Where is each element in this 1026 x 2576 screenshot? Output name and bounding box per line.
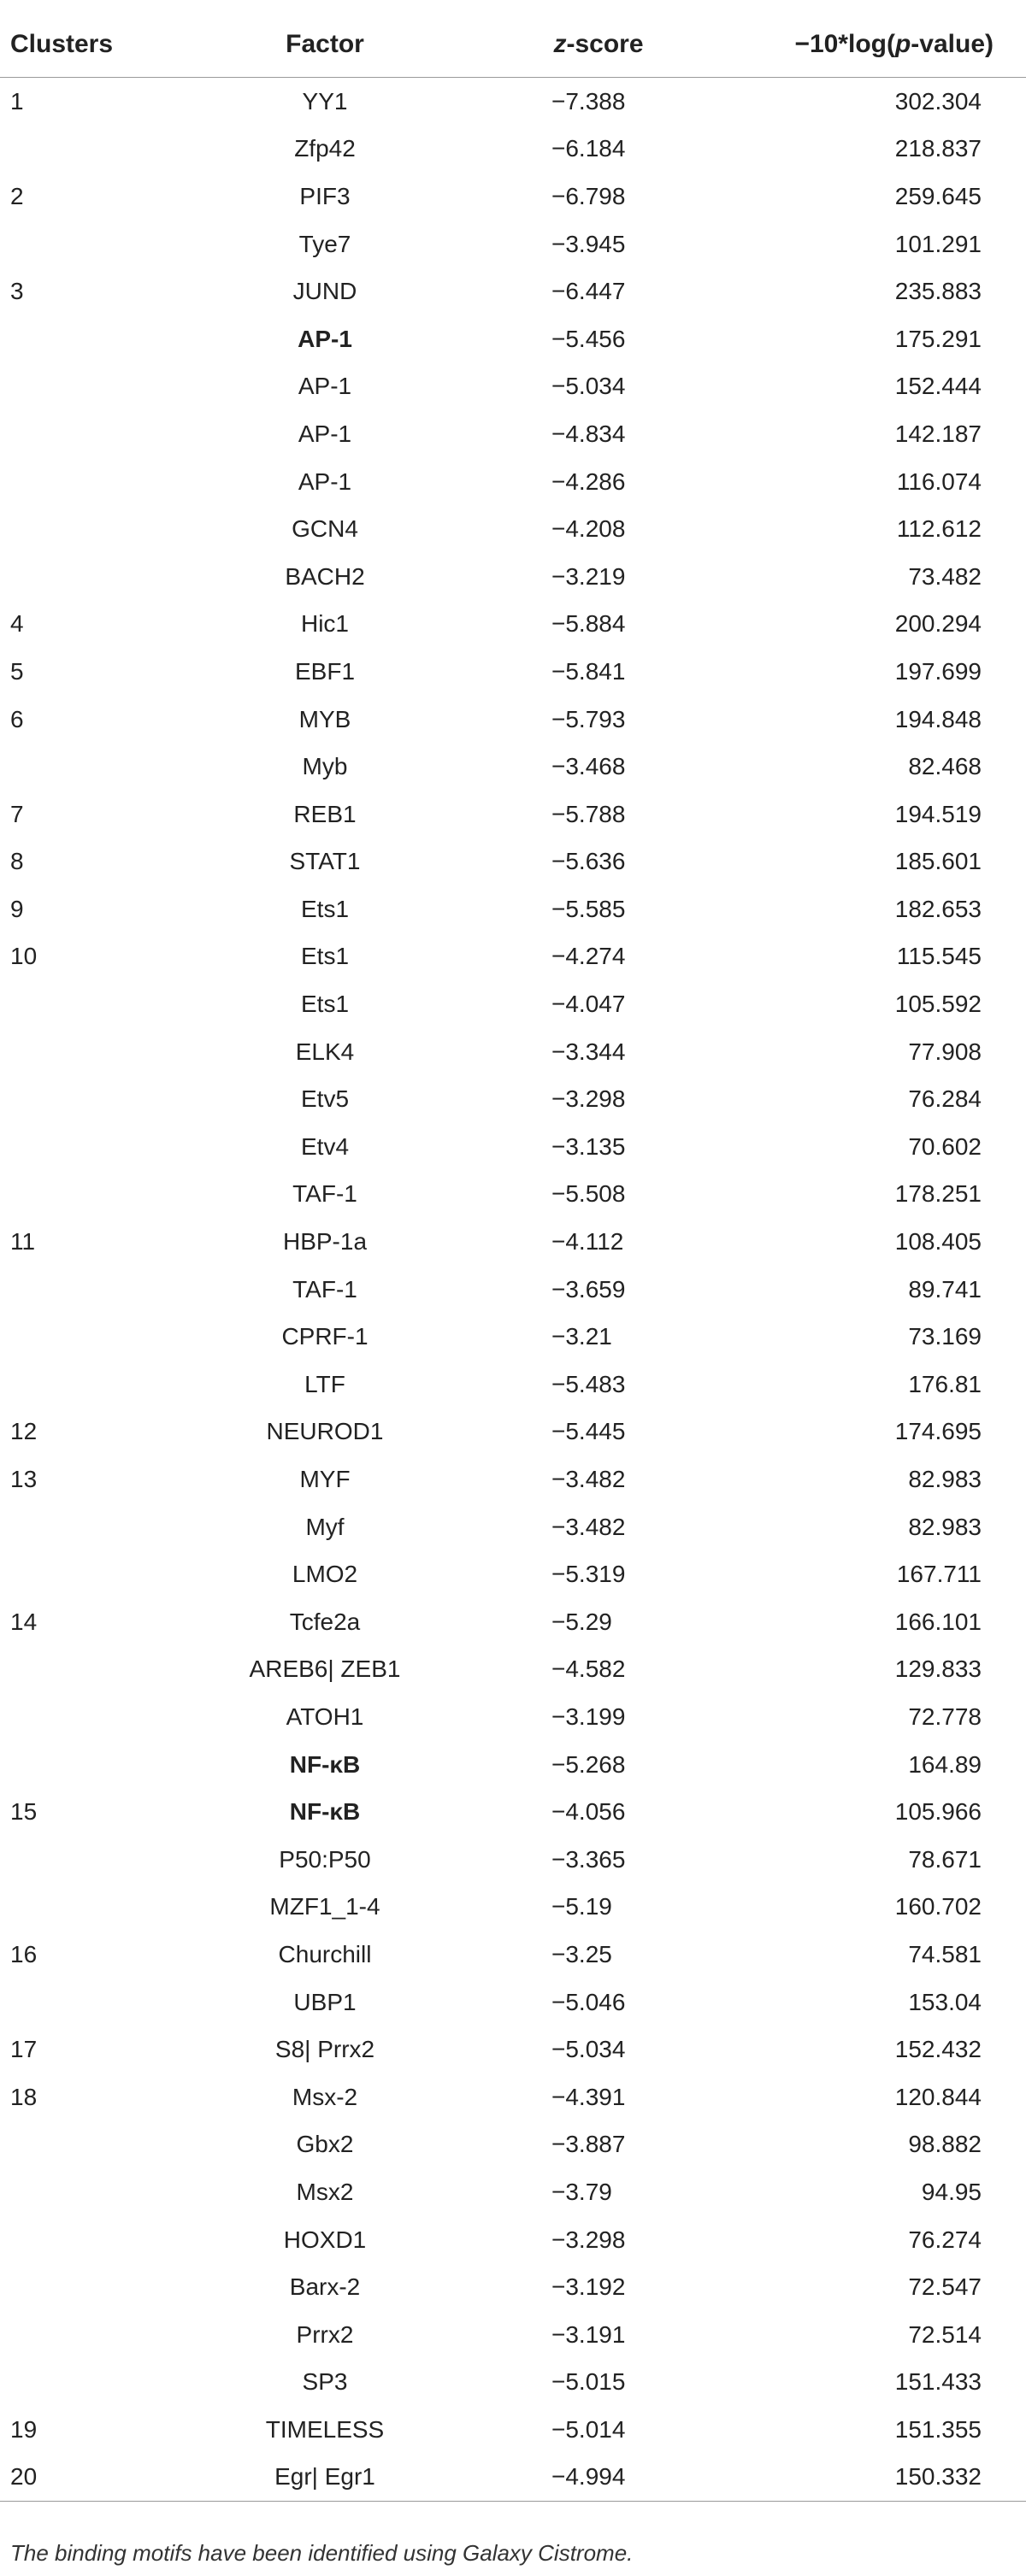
table-row [0, 1123, 1026, 1171]
table-row [0, 791, 1026, 838]
z-score-cell: −5.483 [551, 1370, 626, 1397]
p-value-cell: 94.95 [921, 2178, 982, 2205]
factor-cell: S8| Prrx2 [274, 2036, 375, 2063]
table-row [0, 2216, 1026, 2264]
z-score-cell: −3.135 [551, 1132, 626, 1160]
factor-cell: AP-1 [298, 468, 352, 495]
table-row [0, 885, 1026, 933]
factor-cell: ATOH1 [286, 1703, 364, 1730]
p-value-cell: 76.274 [908, 2226, 982, 2253]
cluster-cell [0, 1979, 171, 2026]
header-p-prefix: −10*log( [794, 30, 895, 58]
p-value-cell: 101.291 [894, 230, 982, 257]
table-row [0, 1598, 1026, 1646]
cluster-cell: 18 [10, 2083, 38, 2110]
table-row [0, 1266, 1026, 1314]
header-z-rest: -score [566, 30, 644, 58]
factor-cell: Prrx2 [296, 2320, 354, 2348]
factor-cell: MYF [299, 1466, 351, 1493]
table-row [0, 126, 1026, 173]
table-row [0, 1741, 1026, 1789]
cluster-cell [0, 1836, 171, 1884]
p-value-cell: 108.405 [894, 1228, 982, 1256]
table-row [0, 2311, 1026, 2359]
table-row [0, 1979, 1026, 2026]
factor-cell: CPRF-1 [281, 1323, 369, 1350]
p-value-cell: 116.074 [896, 468, 982, 495]
cluster-cell [0, 1123, 171, 1171]
factor-cell: NEUROD1 [266, 1418, 384, 1445]
factor-cell: AREB6| ZEB1 [249, 1656, 401, 1683]
p-value-cell: 152.444 [894, 373, 982, 400]
z-score-cell: −5.319 [551, 1561, 626, 1588]
table-row [0, 505, 1026, 553]
factor-cell: Ets1 [300, 943, 350, 970]
table-row [0, 980, 1026, 1028]
p-value-cell: 142.187 [894, 420, 982, 447]
factor-cell: Tcfe2a [289, 1608, 361, 1635]
table-row [0, 933, 1026, 981]
cluster-cell [0, 553, 171, 601]
table-row [0, 1075, 1026, 1123]
p-value-cell: 78.671 [908, 1845, 982, 1873]
factor-cell: MZF1_1-4 [269, 1893, 380, 1920]
z-score-cell: −5.034 [551, 2036, 626, 2063]
factor-cell: Egr| Egr1 [171, 2454, 479, 2502]
cluster-cell [0, 1361, 171, 1409]
z-score-cell: −5.445 [551, 1418, 626, 1445]
z-score-cell: −6.798 [551, 182, 626, 209]
cluster-cell [0, 1741, 171, 1789]
table-row [0, 458, 1026, 506]
z-score-cell: −3.344 [551, 1038, 626, 1065]
header-z-score [479, 12, 684, 78]
z-score-cell: −5.788 [551, 800, 626, 827]
z-score-cell: −4.112 [551, 1228, 624, 1256]
cluster-cell [0, 410, 171, 458]
p-value-cell: 112.612 [896, 515, 982, 543]
z-score-cell: −4.208 [551, 515, 626, 543]
p-value-cell: 197.699 [894, 657, 982, 685]
cluster-cell: 17 [10, 2036, 38, 2063]
z-score-cell: −4.274 [551, 943, 626, 970]
p-value-cell: 175.291 [894, 325, 982, 352]
factor-cell: Hic1 [300, 610, 349, 638]
p-value-cell: 82.983 [908, 1513, 982, 1540]
p-value-cell: 302.304 [894, 87, 982, 115]
p-value-cell: 152.432 [894, 2036, 982, 2063]
z-score-cell: −3.365 [551, 1845, 626, 1873]
cluster-cell [0, 980, 171, 1028]
table-row [0, 2073, 1026, 2121]
z-score-cell: −5.268 [551, 1750, 626, 1778]
factor-cell: LMO2 [292, 1561, 358, 1588]
z-score-cell: −5.585 [551, 895, 626, 922]
table-row [0, 2168, 1026, 2216]
table-row [0, 1788, 1026, 1836]
cluster-cell: 5 [10, 657, 24, 685]
cluster-cell: 6 [10, 705, 24, 732]
table-row [0, 2121, 1026, 2169]
factor-cell: EBF1 [294, 657, 356, 685]
table-row [0, 1218, 1026, 1266]
z-score-cell: −3.298 [551, 1085, 626, 1113]
factor-cell: JUND [292, 278, 357, 305]
table-footnote: The binding motifs have been identified using Galaxy Cistrome. [10, 2540, 634, 2566]
z-score-cell: −3.21 [551, 1323, 612, 1350]
p-value-cell: 167.711 [896, 1561, 982, 1588]
z-score-cell: −4.056 [551, 1798, 626, 1826]
factor-cell: TIMELESS [265, 2415, 385, 2443]
table-row [0, 696, 1026, 744]
cluster-cell: 20 [0, 2454, 171, 2502]
table-row [0, 1409, 1026, 1456]
z-score-cell: −3.199 [551, 1703, 626, 1730]
factor-cell: NF-κB [289, 1798, 361, 1826]
cluster-cell [0, 221, 171, 268]
p-value-cell: 89.741 [908, 1275, 982, 1303]
p-value-cell: 200.294 [894, 610, 982, 638]
table-row [0, 315, 1026, 363]
p-value-cell: 218.837 [894, 135, 982, 162]
factor-cell: HBP-1a [282, 1228, 368, 1256]
table-row [0, 1550, 1026, 1598]
z-score-cell: −4.391 [551, 2083, 626, 2110]
p-value-cell: 166.101 [894, 1608, 982, 1635]
cluster-cell [0, 1693, 171, 1741]
cluster-cell: 13 [10, 1466, 38, 1493]
z-score-cell: −5.508 [551, 1180, 626, 1208]
cluster-cell [0, 126, 171, 173]
header-factor: Factor [171, 12, 479, 78]
table-row [0, 2454, 1026, 2502]
cluster-cell [0, 1075, 171, 1123]
table-row [0, 1171, 1026, 1219]
z-score-cell: −3.887 [551, 2131, 626, 2158]
table-row [0, 743, 1026, 791]
z-score-cell: −5.19 [551, 1893, 612, 1920]
p-value-cell: 105.966 [894, 1798, 982, 1826]
table-row [0, 838, 1026, 886]
z-score-cell: −4.286 [551, 468, 626, 495]
cluster-cell: 7 [10, 800, 24, 827]
p-value-cell: 115.545 [896, 943, 982, 970]
z-score-cell: −4.047 [551, 991, 626, 1018]
header-p-value [684, 12, 1026, 78]
cluster-cell [0, 1028, 171, 1076]
cluster-cell [0, 743, 171, 791]
z-score-cell: −5.456 [551, 325, 626, 352]
factor-cell: Myf [305, 1513, 345, 1540]
factor-cell: AP-1 [298, 325, 352, 352]
cluster-cell [0, 315, 171, 363]
factor-cell: P50:P50 [279, 1845, 371, 1873]
factor-cell: Gbx2 [296, 2131, 354, 2158]
cluster-cell: 1 [10, 87, 24, 115]
table-row [0, 2406, 1026, 2454]
p-value-cell: 160.702 [894, 1893, 982, 1920]
table-row [0, 1884, 1026, 1932]
table-row [0, 2263, 1026, 2311]
factor-cell: Msx-2 [292, 2083, 358, 2110]
z-score-cell: −5.29 [551, 1608, 612, 1635]
table-row [0, 2359, 1026, 2407]
header-p-italic: p [894, 30, 911, 58]
z-score-cell: −4.582 [551, 1656, 626, 1683]
factor-cell: REB1 [293, 800, 357, 827]
z-score-cell: −3.192 [551, 2273, 626, 2301]
z-score-cell: −3.191 [551, 2320, 626, 2348]
cluster-cell [0, 2121, 171, 2169]
table-row [0, 553, 1026, 601]
factor-cell: HOXD1 [283, 2226, 367, 2253]
cluster-cell [0, 1313, 171, 1361]
z-score-cell: −3.945 [551, 230, 626, 257]
cluster-cell [0, 505, 171, 553]
header-p-suffix: -value) [911, 30, 994, 58]
factor-cell: AP-1 [298, 420, 352, 447]
z-score-cell: −6.184 [551, 135, 626, 162]
z-score-cell: −3.298 [551, 2226, 626, 2253]
z-score-cell: −3.482 [551, 1466, 626, 1493]
z-score-cell: −5.034 [551, 373, 626, 400]
z-score-cell: −3.659 [551, 1275, 626, 1303]
table-row [0, 268, 1026, 315]
p-value-cell: 151.433 [894, 2368, 982, 2396]
cluster-cell: 11 [10, 1228, 36, 1256]
p-value-cell: 185.601 [894, 848, 982, 875]
factor-cell: BACH2 [285, 562, 365, 590]
p-value-cell: 72.547 [908, 2273, 982, 2301]
factor-cell: YY1 [302, 87, 348, 115]
cluster-cell [0, 458, 171, 506]
z-score-cell: −6.447 [551, 278, 626, 305]
cluster-cell: 19 [10, 2415, 38, 2443]
factor-cell: Ets1 [300, 991, 350, 1018]
table-row [0, 1931, 1026, 1979]
z-score-cell: −3.468 [551, 753, 626, 780]
p-value-cell: 105.592 [894, 991, 982, 1018]
z-score-cell: −3.219 [551, 562, 626, 590]
z-score-cell: −5.015 [551, 2368, 626, 2396]
p-value-cell: 76.284 [908, 1085, 982, 1113]
cluster-cell: 12 [10, 1418, 38, 1445]
header-row [0, 12, 1026, 78]
cluster-cell [0, 1646, 171, 1694]
p-value-cell: 72.514 [908, 2320, 982, 2348]
table-row [0, 601, 1026, 649]
p-value-cell: 120.844 [894, 2083, 982, 2110]
table-row [0, 363, 1026, 411]
cluster-cell [0, 2359, 171, 2407]
factor-cell: NF-κB [289, 1750, 361, 1778]
p-value-cell: 182.653 [894, 895, 982, 922]
table-row [0, 1361, 1026, 1409]
table-row [0, 78, 1026, 126]
factor-cell: Ets1 [300, 895, 350, 922]
factor-cell: Msx2 [296, 2178, 354, 2205]
cluster-cell [0, 2168, 171, 2216]
cluster-cell: 8 [10, 848, 24, 875]
cluster-cell [0, 2263, 171, 2311]
p-value-cell: 73.482 [908, 562, 982, 590]
p-value-cell: 174.695 [894, 1418, 982, 1445]
table-row [0, 648, 1026, 696]
z-score-cell: −3.79 [551, 2178, 612, 2205]
p-value-cell: 72.778 [908, 1703, 982, 1730]
p-value-cell: 259.645 [894, 182, 982, 209]
cluster-cell: 15 [10, 1798, 38, 1826]
p-value-cell: 82.983 [908, 1466, 982, 1493]
p-value-cell: 178.251 [894, 1180, 982, 1208]
motif-table [0, 12, 1026, 2502]
factor-cell: ELK4 [295, 1038, 355, 1065]
z-score-cell: −4.994 [479, 2454, 684, 2502]
factor-cell: Etv4 [300, 1132, 350, 1160]
header-z-italic: z [553, 30, 567, 58]
cluster-cell: 3 [10, 278, 24, 305]
cluster-cell [0, 1171, 171, 1219]
table-row [0, 2026, 1026, 2073]
table-row [0, 173, 1026, 221]
table-row [0, 410, 1026, 458]
cluster-cell: 2 [10, 182, 24, 209]
cluster-cell [0, 363, 171, 411]
cluster-cell: 4 [10, 610, 24, 638]
factor-cell: SP3 [302, 2368, 348, 2396]
p-value-cell: 151.355 [894, 2415, 982, 2443]
p-value-cell: 70.602 [908, 1132, 982, 1160]
table-body [0, 78, 1026, 2502]
cluster-cell [0, 1503, 171, 1551]
factor-cell: Barx-2 [289, 2273, 361, 2301]
p-value-cell: 194.848 [894, 705, 982, 732]
table-row [0, 1313, 1026, 1361]
table-row [0, 1028, 1026, 1076]
factor-cell: TAF-1 [292, 1180, 357, 1208]
factor-cell: PIF3 [299, 182, 351, 209]
factor-cell: Churchill [278, 1940, 372, 1967]
factor-cell: Myb [302, 753, 348, 780]
table-row [0, 1693, 1026, 1741]
cluster-cell: 16 [10, 1940, 38, 1967]
p-value-cell: 235.883 [894, 278, 982, 305]
factor-cell: Etv5 [300, 1085, 350, 1113]
z-score-cell: −5.636 [551, 848, 626, 875]
factor-cell: Tye7 [298, 230, 351, 257]
cluster-cell [0, 1550, 171, 1598]
p-value-cell: 98.882 [908, 2131, 982, 2158]
cluster-cell: 14 [10, 1608, 38, 1635]
factor-cell: LTF [304, 1370, 345, 1397]
factor-cell: Zfp42 [294, 135, 356, 162]
z-score-cell: −5.884 [551, 610, 626, 638]
cluster-cell [0, 1884, 171, 1932]
z-score-cell: −7.388 [551, 87, 626, 115]
table-row [0, 1456, 1026, 1503]
p-value-cell: 153.04 [908, 1988, 982, 2015]
table-row [0, 1503, 1026, 1551]
p-value-cell: 77.908 [908, 1038, 982, 1065]
factor-cell: MYB [298, 705, 351, 732]
factor-cell: UBP1 [293, 1988, 357, 2015]
table-row [0, 1646, 1026, 1694]
z-score-cell: −5.841 [551, 657, 626, 685]
cluster-cell [0, 2216, 171, 2264]
z-score-cell: −4.834 [551, 420, 626, 447]
z-score-cell: −5.793 [551, 705, 626, 732]
z-score-cell: −3.25 [551, 1940, 612, 1967]
table-header [0, 12, 1026, 78]
p-value-cell: 73.169 [908, 1323, 982, 1350]
z-score-cell: −5.014 [551, 2415, 626, 2443]
z-score-cell: −5.046 [551, 1988, 626, 2015]
p-value-cell: 74.581 [908, 1940, 982, 1967]
p-value-cell: 150.332 [684, 2454, 1026, 2502]
table-row [0, 221, 1026, 268]
cluster-cell: 10 [10, 943, 38, 970]
p-value-cell: 164.89 [908, 1750, 982, 1778]
p-value-cell: 82.468 [908, 753, 982, 780]
cluster-cell [0, 2311, 171, 2359]
header-clusters: Clusters [0, 12, 171, 78]
factor-cell: GCN4 [292, 515, 358, 543]
table-row [0, 1836, 1026, 1884]
factor-cell: TAF-1 [292, 1275, 357, 1303]
factor-cell: AP-1 [298, 373, 352, 400]
p-value-cell: 194.519 [894, 800, 982, 827]
p-value-cell: 176.81 [908, 1370, 982, 1397]
cluster-cell [0, 1266, 171, 1314]
factor-cell: STAT1 [289, 848, 361, 875]
cluster-cell: 9 [10, 895, 24, 922]
z-score-cell: −3.482 [551, 1513, 626, 1540]
p-value-cell: 129.833 [894, 1656, 982, 1683]
